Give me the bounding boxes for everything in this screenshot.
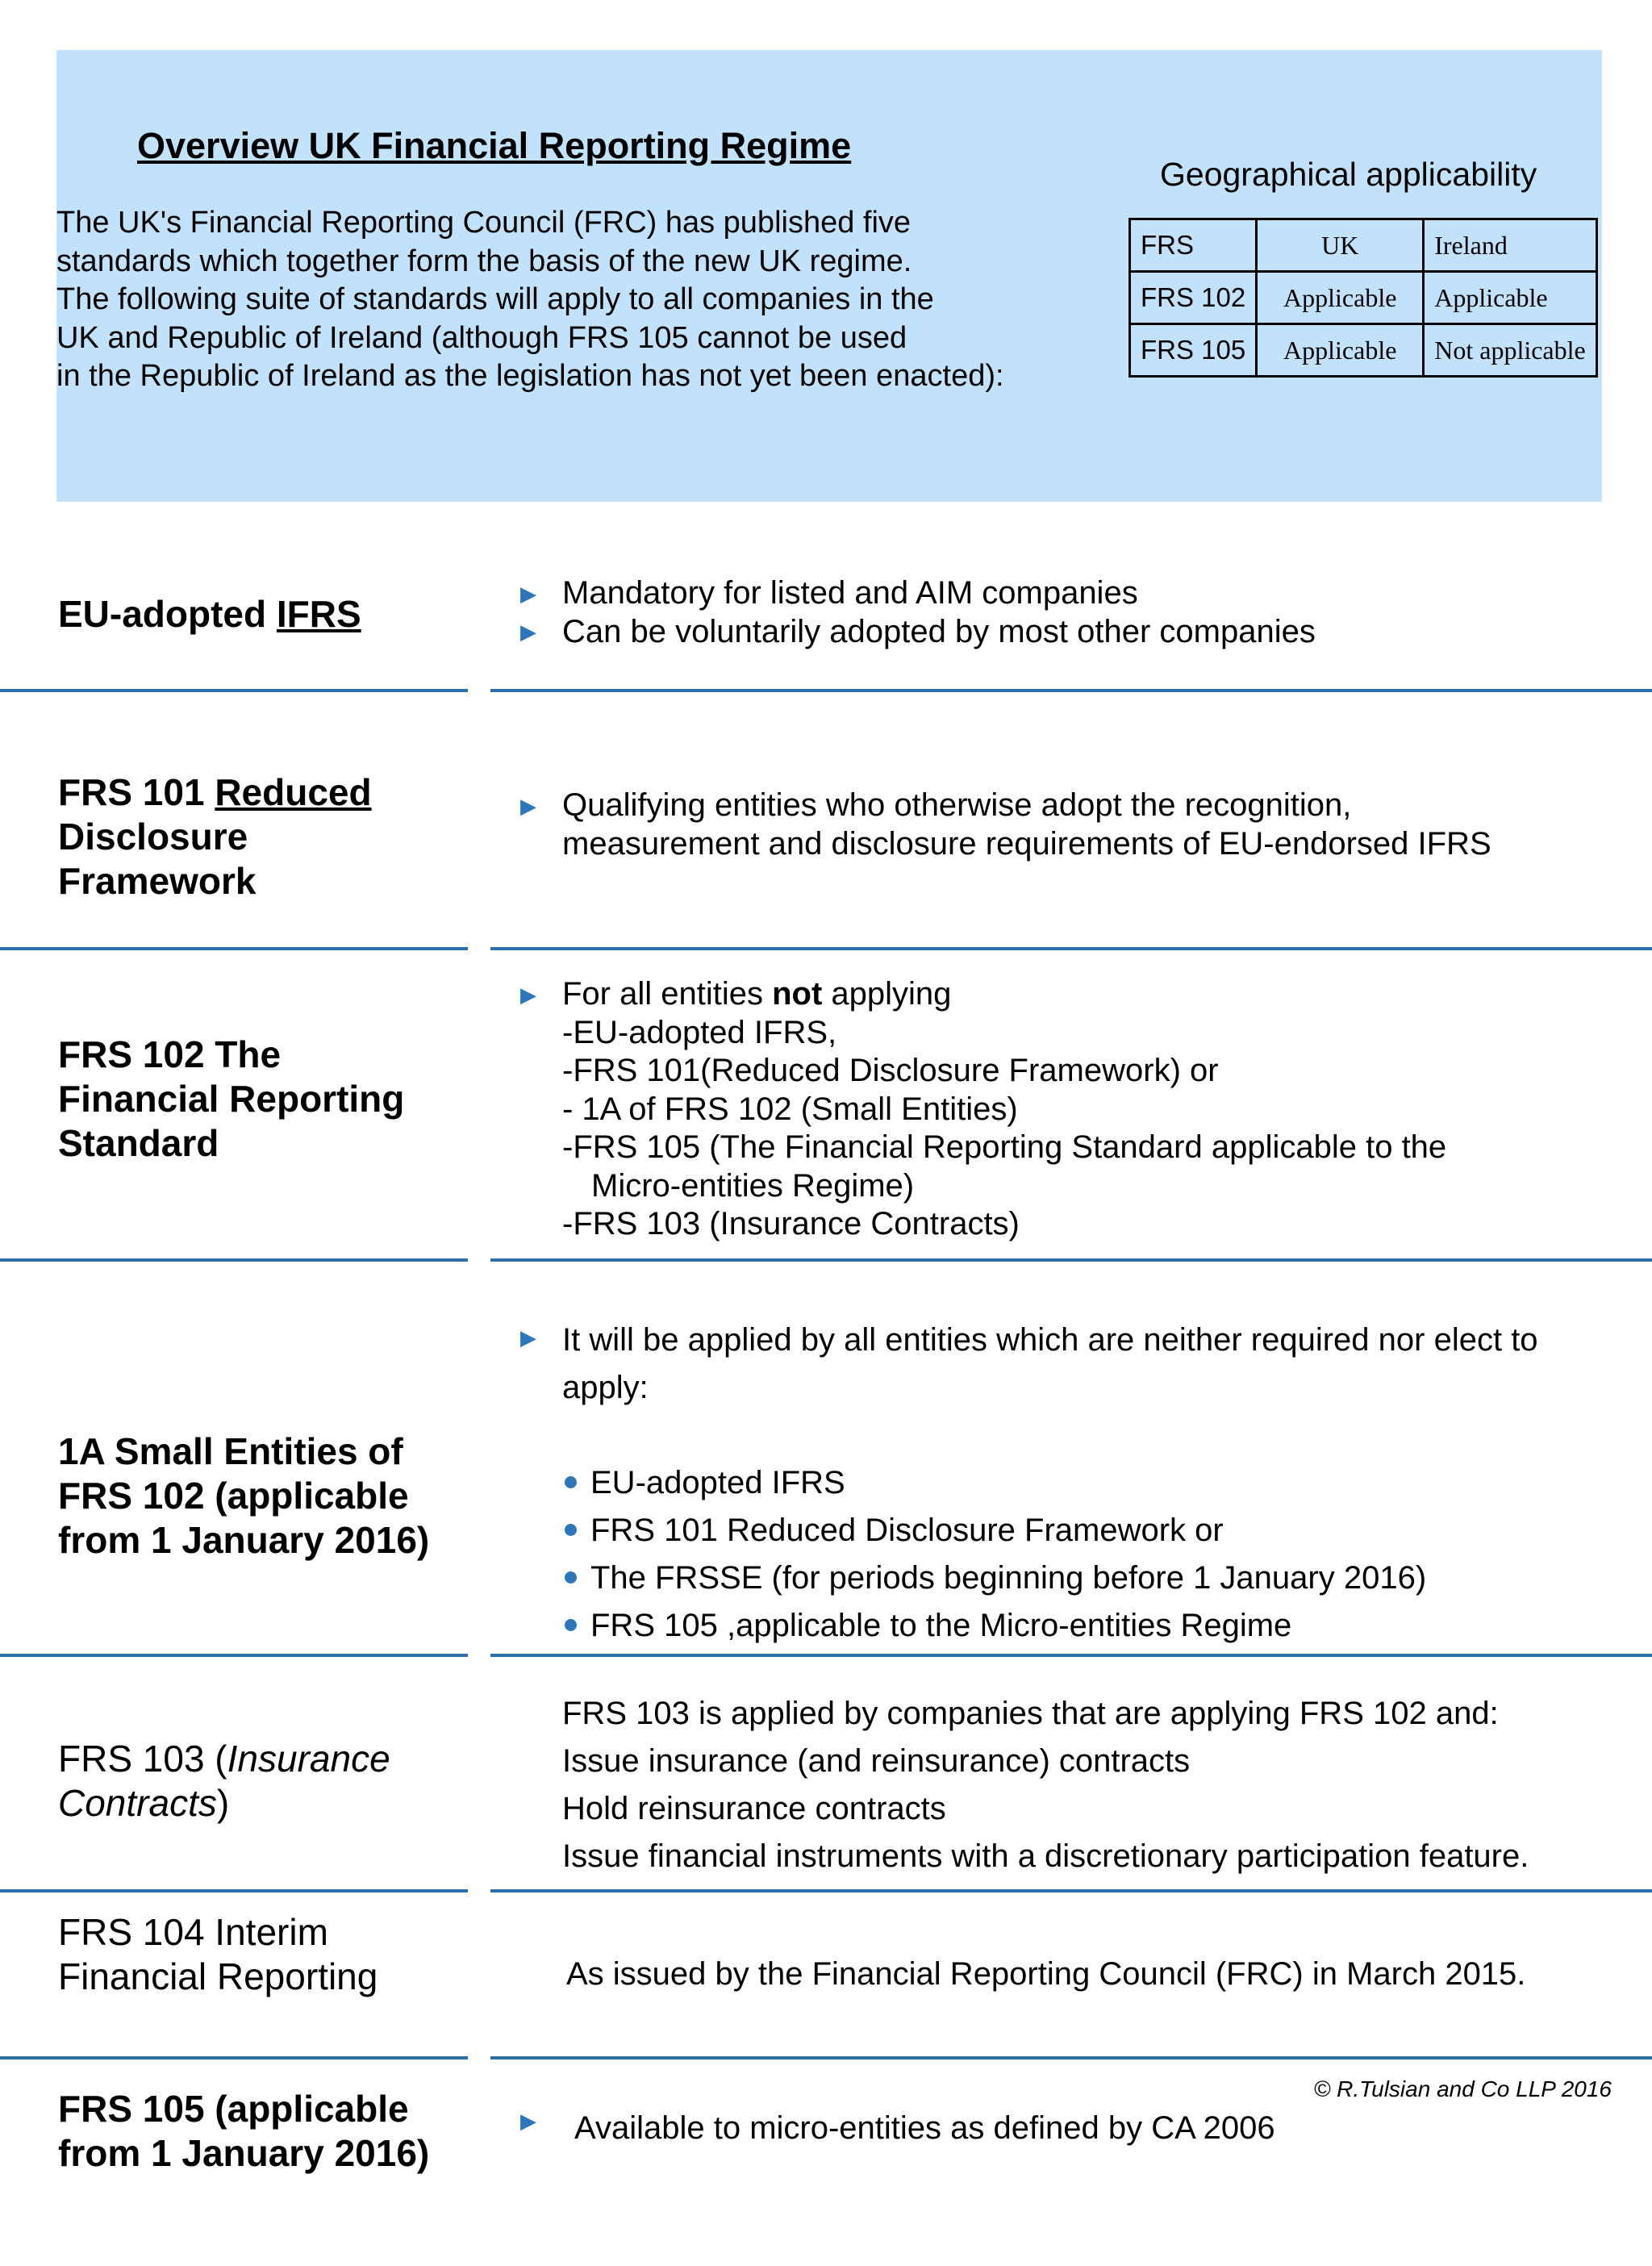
body-line: -EU-adopted IFRS, [562,1014,837,1050]
row-body-frs103 [562,1690,1529,1880]
dot-icon [565,1524,577,1536]
triangle-right-icon: ▶ [520,794,536,818]
row-title-part: FRS 101 [58,771,215,813]
row-title-small-entities [58,1429,429,1563]
bullet-text: FRS 105 ,applicable to the Micro-entities Regime [590,1608,1292,1643]
bullet-text: EU-adopted IFRS [590,1465,845,1500]
geo-caption: Geographical applicability [1160,156,1537,193]
row-title-line: FRS 102 The [58,1033,282,1075]
row-body-frs102 [562,975,1446,1244]
body-line: -FRS 101(Reduced Disclosure Framework) or [562,1053,1219,1088]
geo-cell: FRS 105 [1130,324,1257,377]
dot-icon [565,1571,577,1584]
row-divider [0,1258,468,1262]
row-title-line: Financial Reporting [58,1078,405,1120]
body-line: Hold reinsurance contracts [562,1791,946,1826]
bullet-text: The FRSSE (for periods beginning before 1 January 2016) [590,1560,1427,1596]
row-divider [0,947,468,950]
copyright: © R.Tulsian and Co LLP 2016 [1313,2076,1612,2101]
body-text-bold: not [772,976,823,1012]
intro-line: standards which together form the basis of the new UK regime. [56,244,912,278]
row-title-line: FRS 102 (applicable [58,1475,409,1517]
body-text: applying [822,976,952,1012]
row-title-italic: Contracts [58,1782,217,1824]
row-body-frs105: Available to micro-entities as defined by CA 2006 [574,2110,1275,2146]
geo-header-cell: Ireland [1424,219,1596,272]
body-line: measurement and disclosure requirements of EU-endorsed IFRS [562,825,1491,862]
body-line: Micro-entities Regime) [591,1167,915,1204]
triangle-right-icon: ▶ [520,983,536,1007]
row-title-line: Standard [58,1122,219,1164]
row-divider [490,1654,1652,1657]
geo-cell: Applicable [1257,324,1424,377]
row-title-line: FRS 104 Interim [58,1911,328,1953]
row-title-part: ) [216,1782,230,1824]
geo-row [1130,272,1597,324]
row-title-frs104 [58,1910,378,1999]
bullet-text: Mandatory for listed and AIM companies [562,575,1138,611]
intro-line: The following suite of standards will apply to all companies in the [56,282,934,316]
row-title-part: Disclosure [58,816,248,858]
row-title-frs103 [58,1737,390,1826]
intro-text [56,204,1004,396]
row-divider [490,1889,1652,1893]
row-title-underlined: Reduced [215,771,372,813]
body-line: - 1A of FRS 102 (Small Entities) [562,1091,1018,1127]
row-divider [490,1258,1652,1262]
row-title-frs105 [58,2087,429,2176]
geo-row [1130,324,1597,377]
intro-line: The UK's Financial Reporting Council (FRC) has published five [56,206,912,240]
row-body-frs104: As issued by the Financial Reporting Council (FRC) in March 2015. [566,1956,1526,1992]
row-title-underlined: IFRS [276,593,361,635]
row-title-frs101 [58,770,372,903]
geo-header-row [1130,219,1597,272]
row-body-frs101 [562,787,1491,863]
row-divider [0,1889,468,1893]
row-divider [0,689,468,692]
row-body-small-entities [562,1317,1538,1412]
body-line: -FRS 103 (Insurance Contracts) [562,1206,1020,1242]
body-line: It will be applied by all entities which are neither required nor elect to [562,1322,1538,1358]
geo-cell: Applicable [1424,272,1596,324]
triangle-right-icon: ▶ [520,582,536,606]
body-line: Qualifying entities who otherwise adopt the recognition, [562,787,1352,823]
row-divider [490,689,1652,692]
row-title-line: from 1 January 2016) [58,2132,430,2174]
bullet-text: FRS 101 Reduced Disclosure Framework or [590,1513,1224,1548]
body-line: apply: [562,1370,649,1405]
dot-icon [565,1619,577,1631]
row-bullets-small-entities [590,1459,1426,1650]
page-title: Overview UK Financial Reporting Regime [137,125,852,166]
intro-line: UK and Republic of Ireland (although FRS 105 cannot be used [56,320,907,355]
row-title-part: EU-adopted [58,593,277,635]
row-title-line: Financial Reporting [58,1955,378,1997]
dot-icon [565,1476,577,1488]
geo-cell: Applicable [1257,272,1424,324]
intro-line: in the Republic of Ireland as the legislation has not yet been enacted): [56,359,1004,393]
row-divider [490,947,1652,950]
row-title-line: from 1 January 2016) [58,1519,430,1561]
triangle-right-icon: ▶ [520,620,536,644]
body-line: FRS 103 is applied by companies that are applying FRS 102 and: [562,1696,1499,1731]
body-line: -FRS 105 (The Financial Reporting Standard applicable to the [562,1129,1447,1165]
row-title-frs102 [58,1033,404,1166]
bullet-text: Can be voluntarily adopted by most other companies [562,613,1316,649]
row-title-line: 1A Small Entities of [58,1430,403,1472]
geo-table [1128,218,1598,378]
row-title-ifrs [58,592,361,636]
geo-cell: FRS 102 [1130,272,1257,324]
geo-header-cell: FRS [1130,219,1257,272]
row-title-italic: Insurance [227,1738,390,1780]
row-title-line: FRS 105 (applicable [58,2088,409,2130]
row-divider [490,2056,1652,2059]
row-title-part: FRS 103 ( [58,1738,227,1780]
geo-cell: Not applicable [1424,324,1596,377]
row-divider [0,1654,468,1657]
row-divider [0,2056,468,2059]
body-text: For all entities [562,976,773,1012]
body-line: Issue insurance (and reinsurance) contracts [562,1743,1191,1779]
triangle-right-icon: ▶ [520,2109,536,2133]
row-title-part: Framework [58,860,257,902]
row-body-ifrs [562,574,1316,651]
triangle-right-icon: ▶ [520,1325,536,1350]
body-line: Issue financial instruments with a discretionary participation feature. [562,1838,1529,1874]
geo-header-cell: UK [1257,219,1424,272]
